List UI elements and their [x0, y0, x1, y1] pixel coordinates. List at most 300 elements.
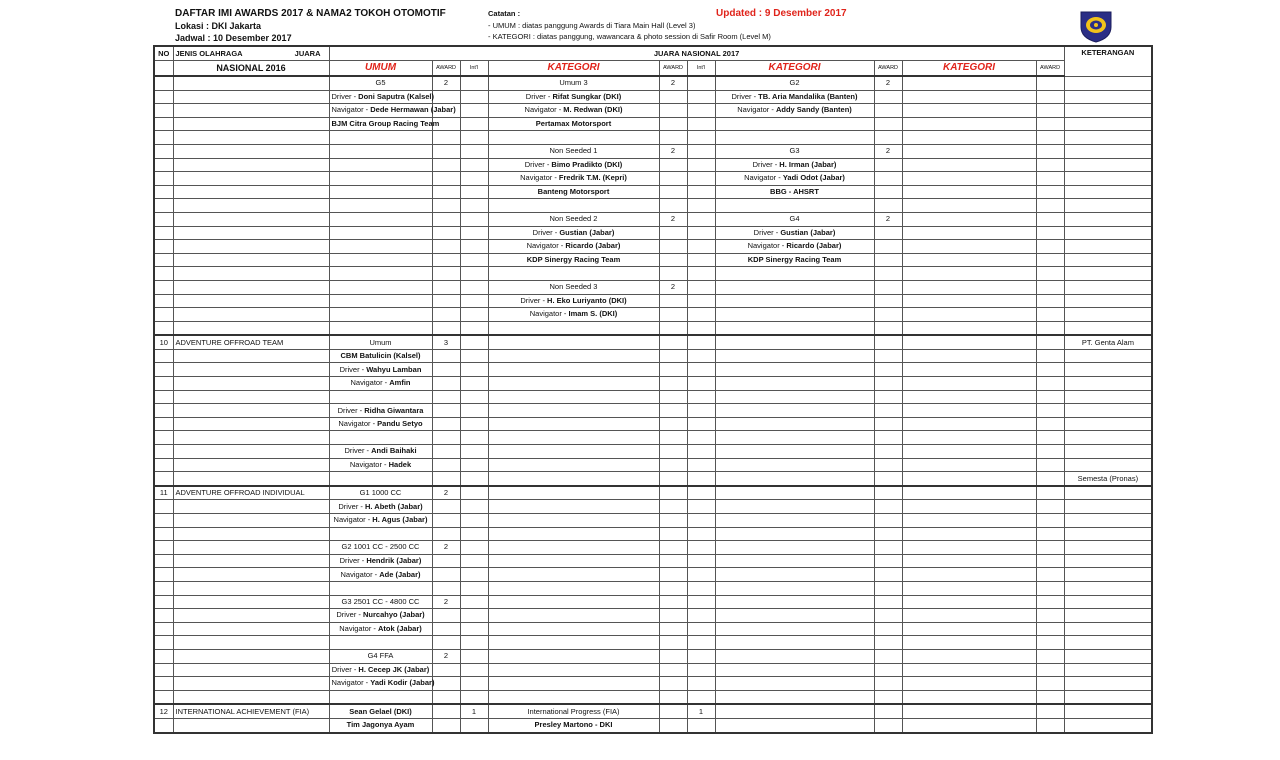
kategori3-award [1036, 185, 1064, 199]
umum-entry [329, 117, 440, 131]
umum-entry [329, 568, 432, 582]
kategori3-entry [902, 131, 1036, 145]
row-notes [1064, 554, 1152, 568]
row-no [154, 390, 173, 404]
kategori2-award [874, 663, 902, 677]
kategori2-entry [715, 185, 874, 199]
umum-intl [460, 253, 488, 267]
umum-award [432, 554, 460, 568]
participant-name: M. Redwan (DKI) [563, 105, 623, 115]
umum-award [432, 144, 460, 158]
umum-intl [460, 718, 488, 732]
umum-award [432, 527, 460, 541]
kategori2-entry [715, 581, 874, 595]
row-sport [173, 541, 329, 555]
kategori1-award [659, 636, 687, 650]
kategori3-award [1036, 321, 1064, 335]
kategori2-award [874, 377, 902, 391]
row-sport [173, 677, 329, 691]
kategori1-award [659, 349, 687, 363]
kategori3-entry [902, 472, 1036, 486]
kategori2-award [874, 253, 902, 267]
row-sport [173, 472, 329, 486]
row-sport [173, 144, 329, 158]
table-row [154, 514, 1152, 528]
row-sport [173, 595, 329, 609]
kategori3-entry [902, 280, 1036, 294]
table-row [154, 321, 1152, 335]
kategori1-entry [488, 117, 659, 131]
table-row [154, 280, 1152, 294]
table-row [154, 609, 1152, 623]
umum-entry [329, 199, 432, 213]
umum-award [432, 90, 460, 104]
row-sport [173, 500, 329, 514]
umum-entry [329, 554, 432, 568]
kategori1-entry: International Progress (FIA) [488, 704, 659, 718]
umum-entry [329, 636, 432, 650]
kategori1-award [659, 690, 687, 704]
kategori1-entry [488, 240, 659, 254]
row-sport [173, 321, 329, 335]
row-no [154, 500, 173, 514]
row-notes [1064, 541, 1152, 555]
kategori2-award [874, 185, 902, 199]
kategori1-intl [687, 144, 715, 158]
umum-intl [460, 677, 488, 691]
kategori1-entry: Umum 3 [488, 76, 659, 90]
participant-name: Addy Sandy (Banten) [775, 105, 852, 115]
row-notes [1064, 104, 1152, 118]
document-header [175, 8, 446, 44]
umum-intl [460, 390, 488, 404]
kategori1-entry [488, 377, 659, 391]
kategori2-award [874, 718, 902, 732]
kategori3-entry [902, 377, 1036, 391]
row-sport [173, 308, 329, 322]
kategori3-entry [902, 690, 1036, 704]
role-label: Driver - [331, 91, 359, 101]
kategori1-entry [488, 363, 659, 377]
kategori2-entry [715, 595, 874, 609]
kategori2-entry [715, 609, 874, 623]
row-no [154, 308, 173, 322]
kategori2-award [874, 131, 902, 145]
kategori2-award [874, 267, 902, 281]
umum-intl [460, 131, 488, 145]
kategori1-entry [488, 445, 659, 459]
umum-entry [329, 622, 432, 636]
kategori3-entry [902, 158, 1036, 172]
kategori1-entry [488, 622, 659, 636]
row-sport [173, 377, 329, 391]
umum-intl [460, 144, 488, 158]
kategori3-entry [902, 581, 1036, 595]
kategori3-entry [902, 500, 1036, 514]
table-row [154, 226, 1152, 240]
umum-intl [460, 568, 488, 582]
kategori1-award [659, 472, 687, 486]
participant-name: Yadi Odot (Jabar) [782, 173, 845, 183]
kategori2-award [874, 172, 902, 186]
kategori1-entry [488, 131, 659, 145]
kategori1-intl [687, 185, 715, 199]
role-label: Driver - [339, 364, 367, 374]
umum-intl [460, 500, 488, 514]
kategori3-award [1036, 431, 1064, 445]
kategori1-entry [488, 253, 659, 267]
kategori2-award [874, 363, 902, 377]
col-award-4: AWARD [1036, 61, 1064, 77]
kategori3-award [1036, 677, 1064, 691]
kategori1-entry [488, 663, 659, 677]
kategori2-award [874, 500, 902, 514]
kategori2-entry [715, 172, 874, 186]
role-label: Navigator - [520, 173, 559, 183]
umum-award [432, 240, 460, 254]
row-sport [173, 117, 329, 131]
role-label: Navigator - [747, 241, 787, 251]
umum-entry [329, 185, 432, 199]
row-sport [173, 104, 329, 118]
kategori1-intl [687, 404, 715, 418]
row-sport: ADVENTURE OFFROAD INDIVIDUAL [173, 486, 329, 500]
kategori2-award [874, 431, 902, 445]
kategori1-intl [687, 514, 715, 528]
kategori2-award [874, 158, 902, 172]
row-notes [1064, 404, 1152, 418]
row-notes [1064, 622, 1152, 636]
kategori1-award [659, 90, 687, 104]
kategori1-award [659, 240, 687, 254]
umum-intl [460, 609, 488, 623]
kategori1-award: 2 [659, 144, 687, 158]
kategori3-award [1036, 158, 1064, 172]
participant-name: Hadek [388, 459, 412, 469]
kategori1-award [659, 294, 687, 308]
kategori2-award [874, 704, 902, 718]
participant-name: Fredrik T.M. (Kepri) [558, 173, 627, 183]
umum-entry [329, 363, 432, 377]
kategori1-intl [687, 595, 715, 609]
kategori1-entry [488, 104, 659, 118]
umum-entry [329, 377, 432, 391]
participant-name: Pandu Setyo [377, 419, 423, 429]
kategori1-intl [687, 500, 715, 514]
umum-award [432, 472, 460, 486]
participant-name: Pertamax Motorsport [535, 119, 612, 129]
umum-entry [329, 677, 435, 691]
umum-intl [460, 472, 488, 486]
role-label: Driver - [752, 159, 780, 169]
row-sport [173, 445, 329, 459]
kategori1-intl [687, 349, 715, 363]
umum-award: 2 [432, 486, 460, 500]
kategori2-award [874, 90, 902, 104]
umum-entry [329, 90, 435, 104]
umum-intl [460, 404, 488, 418]
umum-intl [460, 185, 488, 199]
kategori1-entry [488, 595, 659, 609]
umum-award [432, 677, 460, 691]
kategori1-award [659, 390, 687, 404]
umum-award [432, 377, 460, 391]
umum-award [432, 404, 460, 418]
kategori1-intl [687, 321, 715, 335]
umum-entry [329, 514, 432, 528]
row-no [154, 226, 173, 240]
kategori1-entry: Non Seeded 3 [488, 280, 659, 294]
kategori2-entry [715, 527, 874, 541]
kategori1-intl [687, 718, 715, 732]
kategori1-award [659, 131, 687, 145]
umum-entry [329, 609, 432, 623]
kategori3-award [1036, 294, 1064, 308]
kategori1-intl [687, 172, 715, 186]
kategori3-entry [902, 172, 1036, 186]
kategori2-award [874, 677, 902, 691]
kategori3-entry [902, 144, 1036, 158]
row-no [154, 349, 173, 363]
kategori2-entry [715, 390, 874, 404]
umum-intl [460, 321, 488, 335]
kategori3-award [1036, 527, 1064, 541]
row-no [154, 90, 173, 104]
kategori1-intl [687, 472, 715, 486]
row-no [154, 636, 173, 650]
participant-name: Amfin [389, 378, 411, 388]
row-notes [1064, 636, 1152, 650]
kategori3-award [1036, 308, 1064, 322]
row-sport [173, 349, 329, 363]
kategori2-entry [715, 704, 874, 718]
kategori3-award [1036, 240, 1064, 254]
participant-name: Nurcahyo (Jabar) [362, 610, 425, 620]
row-notes [1064, 185, 1152, 199]
kategori1-intl [687, 527, 715, 541]
kategori3-entry [902, 609, 1036, 623]
role-label: Driver - [331, 664, 359, 674]
kategori3-entry [902, 541, 1036, 555]
row-no [154, 253, 173, 267]
umum-entry [329, 267, 432, 281]
kategori2-award: 2 [874, 212, 902, 226]
awards-table [153, 45, 1153, 734]
role-label: Driver - [753, 227, 781, 237]
row-notes [1064, 677, 1152, 691]
row-sport [173, 718, 329, 732]
participant-name: Ade (Jabar) [379, 569, 421, 579]
umum-entry: G2 1001 CC - 2500 CC [329, 541, 432, 555]
kategori3-entry [902, 212, 1036, 226]
umum-intl [460, 294, 488, 308]
row-sport [173, 390, 329, 404]
umum-intl [460, 431, 488, 445]
row-no [154, 144, 173, 158]
umum-award: 2 [432, 541, 460, 555]
kategori3-entry [902, 663, 1036, 677]
participant-name: Hendrik (Jabar) [366, 556, 422, 566]
row-notes [1064, 595, 1152, 609]
umum-award [432, 199, 460, 213]
participant-name: H. Abeth (Jabar) [365, 501, 423, 511]
row-notes: PT. Genta Alam [1064, 335, 1152, 349]
row-notes [1064, 267, 1152, 281]
col-award-1: AWARD [432, 61, 460, 77]
umum-award [432, 663, 460, 677]
umum-entry [329, 104, 456, 118]
kategori1-award [659, 104, 687, 118]
umum-entry [329, 294, 432, 308]
kategori2-entry [715, 431, 874, 445]
kategori3-entry [902, 636, 1036, 650]
kategori1-intl [687, 199, 715, 213]
col-notes: KETERANGAN [1064, 46, 1152, 76]
table-row [154, 117, 1152, 131]
participant-name: H. Cecep JK (Jabar) [358, 664, 430, 674]
kategori1-entry [488, 718, 659, 732]
umum-intl [460, 104, 488, 118]
kategori1-award [659, 377, 687, 391]
row-notes [1064, 253, 1152, 267]
kategori1-intl [687, 76, 715, 90]
kategori2-entry [715, 104, 874, 118]
kategori2-entry [715, 568, 874, 582]
row-sport [173, 458, 329, 472]
kategori2-entry [715, 663, 874, 677]
kategori3-entry [902, 104, 1036, 118]
umum-award [432, 308, 460, 322]
kategori1-entry [488, 349, 659, 363]
col-award-2: AWARD [659, 61, 687, 77]
col-award-3: AWARD [874, 61, 902, 77]
umum-entry [329, 390, 432, 404]
umum-award [432, 417, 460, 431]
kategori1-entry [488, 294, 659, 308]
row-notes [1064, 609, 1152, 623]
row-sport [173, 649, 329, 663]
umum-intl [460, 581, 488, 595]
kategori3-award [1036, 718, 1064, 732]
kategori1-award [659, 185, 687, 199]
kategori1-award [659, 663, 687, 677]
participant-name: Dede Hermawan (Jabar) [370, 105, 456, 115]
kategori1-entry [488, 308, 659, 322]
kategori3-award [1036, 486, 1064, 500]
participant-name: Rifat Sungkar (DKI) [552, 91, 622, 101]
kategori2-award [874, 541, 902, 555]
kategori3-award [1036, 76, 1064, 90]
table-row [154, 649, 1152, 663]
umum-award [432, 226, 460, 240]
col-kategori-3: KATEGORI [902, 61, 1036, 77]
kategori1-entry [488, 199, 659, 213]
kategori2-entry [715, 554, 874, 568]
table-row [154, 445, 1152, 459]
table-row [154, 417, 1152, 431]
kategori1-entry [488, 226, 659, 240]
kategori2-award [874, 335, 902, 349]
table-row [154, 527, 1152, 541]
kategori1-entry [488, 500, 659, 514]
participant-name: Wahyu Lamban [366, 364, 422, 374]
kategori3-award [1036, 500, 1064, 514]
kategori2-award [874, 280, 902, 294]
table-row [154, 335, 1152, 349]
kategori1-intl [687, 90, 715, 104]
umum-entry [329, 663, 432, 677]
umum-entry: G5 [329, 76, 432, 90]
umum-entry [329, 172, 432, 186]
kategori2-award [874, 554, 902, 568]
participant-name: TB. Aria Mandalika (Banten) [758, 91, 858, 101]
kategori3-entry [902, 431, 1036, 445]
umum-entry [329, 240, 432, 254]
kategori3-award [1036, 404, 1064, 418]
kategori3-entry [902, 321, 1036, 335]
umum-award [432, 185, 460, 199]
kategori1-entry [488, 172, 659, 186]
kategori1-entry [488, 636, 659, 650]
kategori3-entry [902, 349, 1036, 363]
kategori1-intl [687, 240, 715, 254]
row-no [154, 568, 173, 582]
row-sport [173, 226, 329, 240]
umum-entry [329, 280, 432, 294]
kategori2-award [874, 595, 902, 609]
kategori1-award [659, 363, 687, 377]
row-sport [173, 267, 329, 281]
role-label: Navigator - [744, 173, 783, 183]
umum-intl [460, 445, 488, 459]
kategori1-award [659, 308, 687, 322]
kategori2-entry [715, 649, 874, 663]
umum-intl [460, 117, 488, 131]
umum-award [432, 172, 460, 186]
kategori1-award [659, 445, 687, 459]
kategori2-award [874, 199, 902, 213]
participant-name: Gustian (Jabar) [780, 227, 836, 237]
kategori3-award [1036, 609, 1064, 623]
kategori1-award [659, 199, 687, 213]
kategori2-award [874, 609, 902, 623]
kategori1-award [659, 704, 687, 718]
kategori1-intl [687, 649, 715, 663]
table-row [154, 581, 1152, 595]
row-notes [1064, 349, 1152, 363]
kategori2-entry [715, 404, 874, 418]
umum-entry: G3 2501 CC - 4800 CC [329, 595, 432, 609]
kategori3-entry [902, 76, 1036, 90]
kategori1-intl [687, 280, 715, 294]
kategori1-entry [488, 690, 659, 704]
kategori3-award [1036, 335, 1064, 349]
umum-award [432, 622, 460, 636]
row-no [154, 663, 173, 677]
umum-entry [329, 472, 432, 486]
umum-entry [329, 253, 432, 267]
kategori2-entry: G2 [715, 76, 874, 90]
kategori1-intl [687, 486, 715, 500]
row-no [154, 172, 173, 186]
row-no [154, 267, 173, 281]
participant-name: Banteng Motorsport [537, 187, 610, 197]
kategori3-entry [902, 445, 1036, 459]
col-umum: UMUM [329, 61, 432, 77]
kategori1-entry [488, 417, 659, 431]
kategori3-award [1036, 90, 1064, 104]
row-sport [173, 185, 329, 199]
